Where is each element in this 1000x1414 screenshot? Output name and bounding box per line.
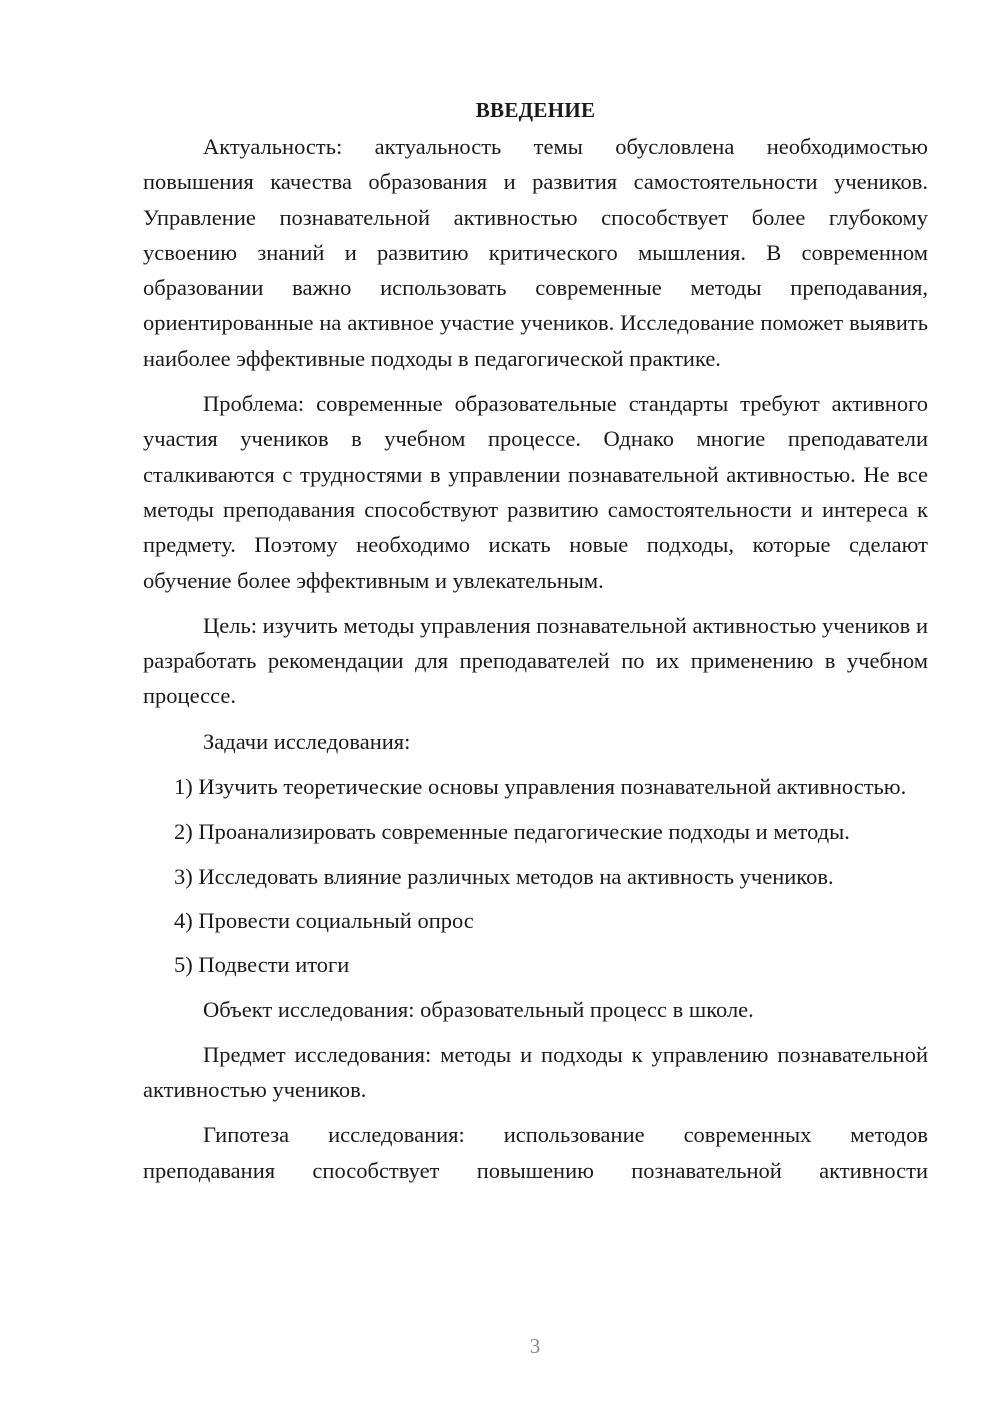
task-list-item: 2) Проанализировать современные педагогические подходы и методы.	[174, 819, 850, 845]
object-paragraph: Объект исследования: образовательный процесс в школе.	[203, 996, 754, 1022]
task-list-item: 1) Изучить теоретические основы управления познавательной активностью.	[174, 774, 907, 800]
document-page	[143, 92, 928, 1188]
tasks-heading: Задачи исследования:	[203, 728, 411, 754]
subject-paragraph: Предмет исследования: методы и подходы к управлению познавательной активностью учеников.	[143, 1041, 928, 1103]
page-title: ВВЕДЕНИЕ	[475, 98, 596, 122]
task-list-item: 3) Исследовать влияние различных методов на активность учеников.	[174, 863, 834, 889]
task-list-item: 5) Подвести итоги	[174, 952, 350, 978]
task-list-item: 4) Провести социальный опрос	[174, 907, 474, 933]
problem-paragraph: Проблема: современные образовательные стандарты требуют активного участия учеников в учебном процессе. Однако многие преподаватели сталкиваются с трудностями в управлении познавательной активностью. Не все методы преподавания способствуют развитию самостоятельности и интереса к предмету. Поэтому необходимо искать новые подходы, которые сделают обучение более эффективным и увлекательным.	[143, 391, 928, 593]
relevance-paragraph: Актуальность: актуальность темы обусловлена необходимостью повышения качества образования и развития самостоятельности учеников. Управление познавательной активностью способствует более глубокому усвоению знаний и развитию критического мышления. В современном образовании важно использовать современные методы преподавания, ориентированные на активное участие учеников. Исследование поможет выявить наиболее эффективные подходы в педагогической практике.	[143, 134, 928, 371]
hypothesis-paragraph: Гипотеза исследования: использование современных методов преподавания способствует повышению познавательной активности	[143, 1122, 928, 1183]
page-number: 3	[529, 1334, 541, 1358]
goal-paragraph: Цель: изучить методы управления познавательной активностью учеников и разработать рекомендации для преподавателей по их применению в учебном процессе.	[143, 612, 928, 709]
